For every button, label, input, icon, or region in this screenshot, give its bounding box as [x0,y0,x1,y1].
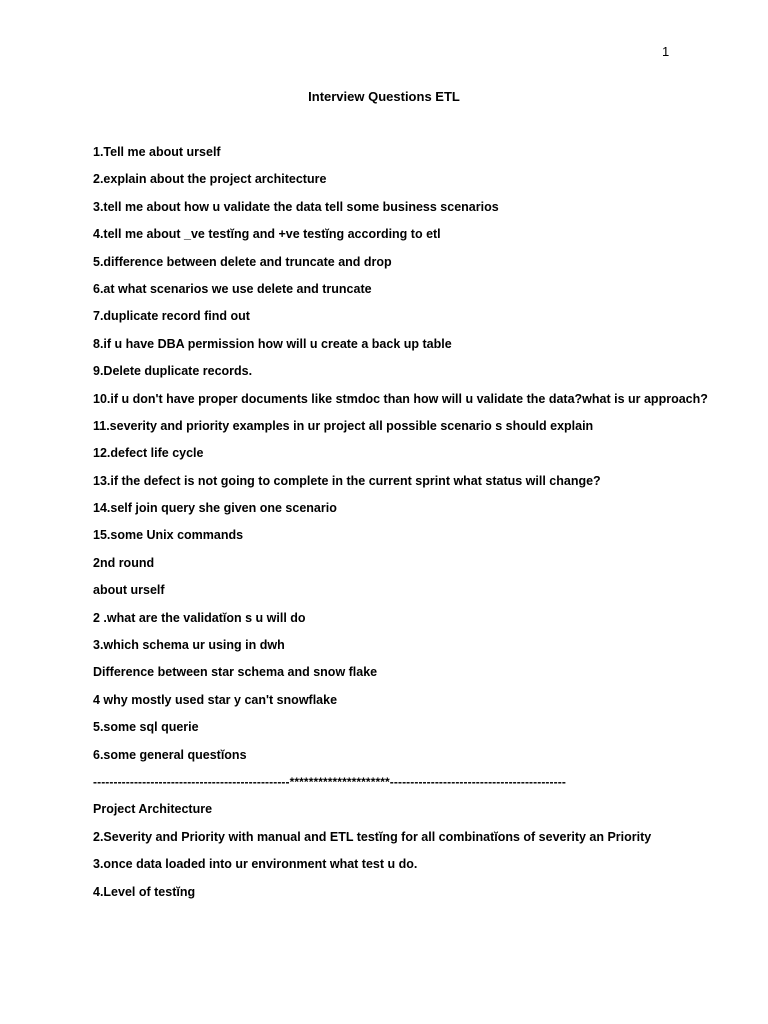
list-item: 2.explain about the project architecture [93,172,327,187]
list-item: 7.duplicate record find out [93,309,250,324]
list-item: 13.if the defect is not going to complete in the current sprint what status will change? [93,473,601,488]
list-item: 3.once data loaded into ur environment what test u do. [93,857,418,872]
section-heading: 2nd round [93,555,155,570]
document-title: Interview Questions ETL [308,89,460,104]
list-item: 14.self join query she given one scenario [93,501,337,516]
list-item: 3.tell me about how u validate the data tell some business scenarios [93,199,499,214]
list-item: 2.Severity and Priority with manual and ETL testĭng for all combinatĭons of severity an Priority [93,829,652,844]
list-item: 11.severity and priority examples in ur project all possible scenario s should explain [93,418,594,433]
list-item: about urself [93,583,165,598]
list-item: 10.if u don't have proper documents like stmdoc than how will u validate the data?what is ur approach? [93,391,708,406]
list-item: 3.which schema ur using in dwh [93,638,285,653]
list-item: 1.Tell me about urself [93,145,221,159]
list-item: 8.if u have DBA permission how will u create a back up table [93,336,452,351]
list-item: 12.defect life cycle [93,446,204,461]
list-item: 6.at what scenarios we use delete and truncate [93,281,372,296]
page-number: 1 [662,44,670,59]
list-item: 15.some Unix commands [93,528,244,543]
list-item: Difference between star schema and snow flake [93,665,378,680]
list-item: 5.some sql querie [93,720,199,735]
list-item: 4.tell me about _ve testĭng and +ve testĭng according to etl [93,227,441,242]
list-item: 4.Level of testĭng [93,884,196,899]
question-list [93,143,733,910]
section-heading: Project Architecture [93,802,213,817]
list-item: 4 why mostly used star y can't snowflake [93,692,338,707]
list-item: 6.some general questĭons [93,747,247,762]
list-item: 2 .what are the validatĭon s u will do [93,610,306,625]
list-item: 9.Delete duplicate records. [93,364,253,379]
separator-line: ------------------------------------------------*********************------------------------------------------- [93,774,566,789]
list-item: 5.difference between delete and truncate and drop [93,254,392,269]
